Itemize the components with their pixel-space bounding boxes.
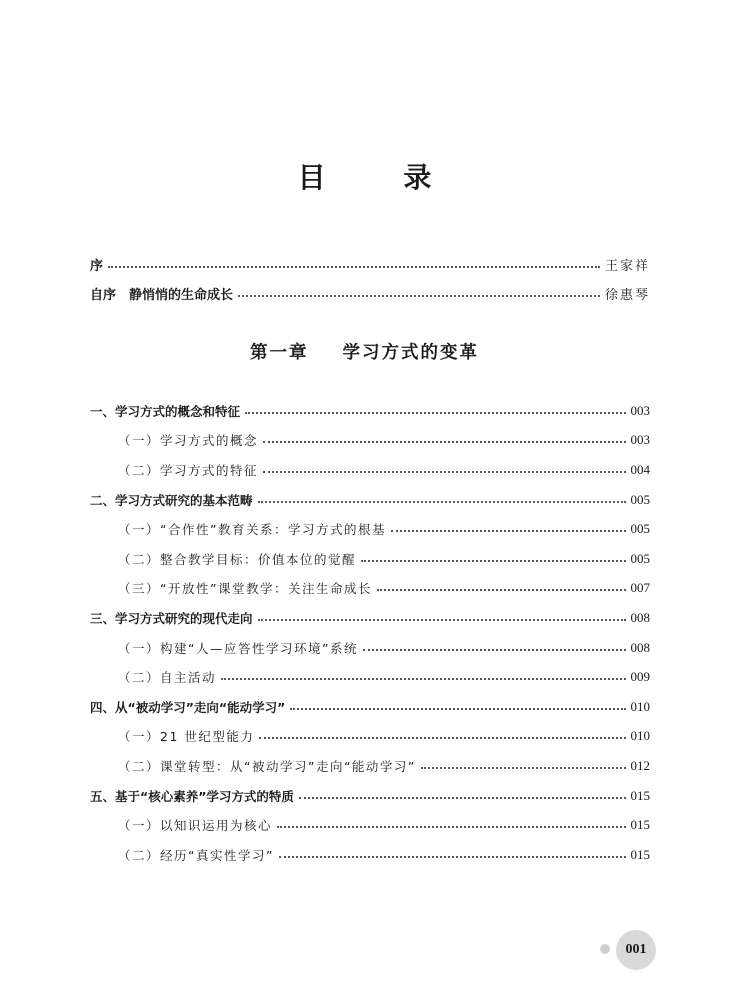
dot-leader: [391, 530, 626, 532]
toc-subsection[interactable]: [90, 455, 650, 485]
toc-page-number: 015: [630, 787, 650, 803]
toc-page-number: 010: [630, 698, 650, 714]
toc-subsection[interactable]: [90, 544, 650, 574]
dot-leader: [108, 266, 600, 268]
chapter-number: 第一章: [250, 343, 309, 363]
toc-page-number: 009: [630, 669, 650, 685]
toc-entry-label: （二）经历“真实性学习”: [118, 847, 274, 863]
toc-page-number: 003: [630, 432, 650, 448]
dot-leader: [361, 560, 625, 562]
toc-section-4[interactable]: [90, 692, 650, 722]
toc-section-3[interactable]: [90, 603, 650, 633]
toc-entry-label: （二）课堂转型：从“被动学习”走向“能动学习”: [118, 758, 416, 774]
toc-entry-label: （一）学习方式的概念: [118, 433, 259, 449]
toc-page-number: 012: [630, 757, 650, 773]
toc-entry-label: 序: [90, 259, 104, 274]
toc-page-number: 005: [630, 550, 650, 566]
folio-decoration-dot: [600, 944, 610, 954]
toc-page-number: 015: [630, 817, 650, 833]
toc-page-number: 005: [630, 491, 650, 507]
toc-page-number: 015: [630, 846, 650, 862]
toc-page-number: 004: [630, 461, 650, 477]
page-number-badge: 001: [616, 930, 656, 970]
toc-entry-label: （一）“合作性”教育关系：学习方式的根基: [118, 522, 386, 538]
toc-section-5[interactable]: [90, 781, 650, 811]
dot-leader: [363, 649, 626, 651]
toc-page-number: 008: [630, 609, 650, 625]
dot-leader: [258, 619, 626, 621]
toc-entry-label: （一）以知识运用为核心: [118, 818, 273, 834]
chapter-heading: [0, 339, 729, 364]
toc-subsection[interactable]: [90, 633, 650, 663]
toc-entry-label: （三）“开放性”课堂教学：关注生命成长: [118, 581, 372, 597]
dot-leader: [258, 501, 626, 503]
toc-entry-label: （二）学习方式的特征: [118, 462, 259, 478]
toc-page-number: 008: [630, 639, 650, 655]
toc-subsection[interactable]: [90, 574, 650, 604]
toc-page-number: 003: [630, 402, 650, 418]
dot-leader: [238, 295, 600, 297]
toc-subsection[interactable]: [90, 426, 650, 456]
dot-leader: [377, 589, 626, 591]
page-title: 目 录: [297, 161, 466, 194]
toc-entry-label: 自序 静悄悄的生命成长: [90, 288, 234, 303]
toc-section-2[interactable]: [90, 485, 650, 515]
front-matter-list: [90, 250, 650, 308]
dot-leader: [421, 767, 626, 769]
toc-entry-label: 三、学习方式研究的现代走向: [90, 610, 253, 626]
toc-entry-author: 王家祥: [604, 259, 650, 274]
toc-subsection[interactable]: [90, 722, 650, 752]
toc-entry-label: （一）构建“人—应答性学习环境”系统: [118, 640, 358, 656]
toc-subsection[interactable]: [90, 662, 650, 692]
toc-entry-label: （二）自主活动: [118, 670, 217, 686]
toc-page-number: 010: [630, 728, 650, 744]
toc-subsection[interactable]: [90, 810, 650, 840]
toc-subsection[interactable]: [90, 840, 650, 870]
toc-entry-label: 一、学习方式的概念和特征: [90, 403, 241, 419]
toc-subsection[interactable]: [90, 514, 650, 544]
dot-leader: [263, 441, 625, 443]
toc-page-number: 005: [630, 521, 650, 537]
toc-page-number: 007: [630, 580, 650, 596]
dot-leader: [221, 678, 625, 680]
dot-leader: [263, 471, 625, 473]
toc-entry-label: 四、从“被动学习”走向“能动学习”: [90, 699, 286, 715]
chapter-toc-list: [90, 396, 650, 870]
dot-leader: [277, 826, 625, 828]
dot-leader: [299, 797, 626, 799]
toc-entry-preface[interactable]: [90, 250, 650, 279]
toc-subsection[interactable]: [90, 751, 650, 781]
chapter-title: 学习方式的变革: [342, 343, 479, 363]
toc-entry-label: 五、基于“核心素养”学习方式的特质: [90, 788, 294, 804]
toc-section-1[interactable]: [90, 396, 650, 426]
dot-leader: [245, 412, 625, 414]
dot-leader: [290, 708, 625, 710]
toc-entry-author: 徐惠琴: [604, 288, 650, 303]
toc-entry-label: 二、学习方式研究的基本范畴: [90, 492, 253, 508]
dot-leader: [279, 856, 626, 858]
toc-entry-label: （二）整合教学目标：价值本位的觉醒: [118, 551, 357, 567]
toc-entry-label: （一）21 世纪型能力: [118, 729, 255, 745]
dot-leader: [259, 737, 625, 739]
toc-entry-author-preface[interactable]: [90, 279, 650, 308]
